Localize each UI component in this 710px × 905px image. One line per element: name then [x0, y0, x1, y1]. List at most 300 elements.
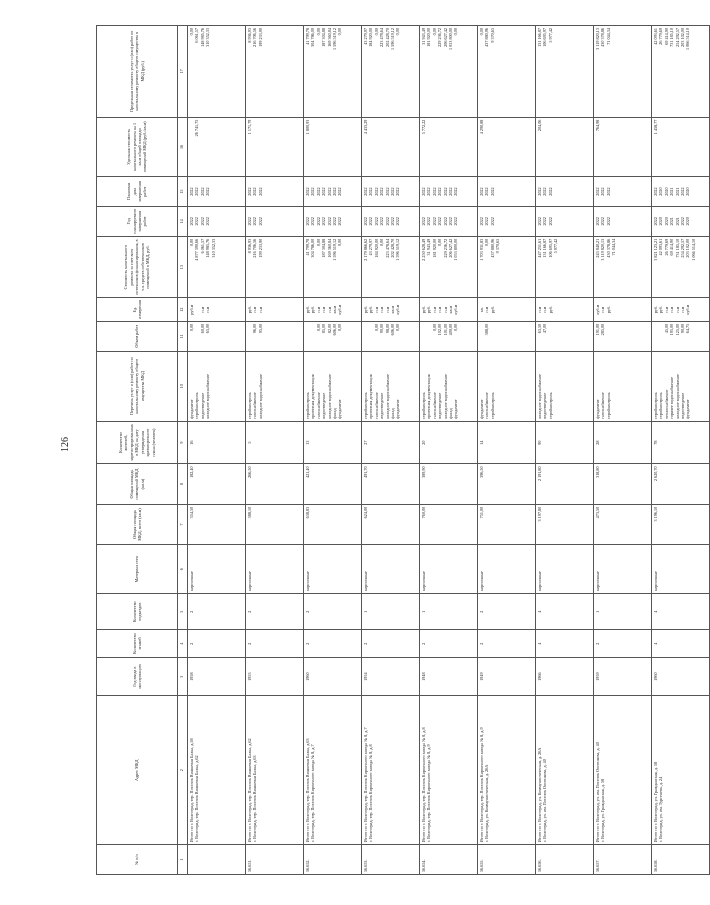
cell-line: холодное водоснабжение [326, 374, 332, 419]
cell-line: 187 304,88 [321, 28, 327, 47]
cell-line: п.м [484, 306, 490, 313]
cell-year: 1960 [304, 657, 362, 695]
cell-volume [246, 321, 304, 351]
cell-line: Итого по г. Волгоград, тер. Поселок Кирпичного завода № 8, д.9 [479, 727, 484, 843]
cell-line: газоснабжение [315, 392, 321, 419]
cell-line: 2022 [479, 217, 484, 226]
cell-line [606, 120, 611, 175]
cell-line: 2022 [537, 187, 542, 196]
cell-volume [420, 321, 478, 351]
cell-date-plan [652, 177, 710, 207]
cell-line: 731 185,10 [674, 238, 680, 258]
cell-line: 2022 [252, 217, 258, 226]
cell-line: 42 093,61 [653, 28, 658, 45]
cell-line: фундамент [395, 399, 401, 419]
cell-line: 82,00 [326, 323, 332, 334]
cell-line: руб. [489, 306, 495, 314]
cell-line: 203 102,00 [685, 238, 691, 258]
cell-line: 2022 [368, 217, 374, 226]
cell-line: 731 185,10 [669, 28, 675, 47]
cell-residents: 5 [246, 421, 304, 464]
cell-line: стройконтроль [489, 392, 495, 419]
cell-date-plan [304, 177, 362, 207]
cell-line: п.м [442, 306, 448, 313]
cell-line: п.м [321, 306, 327, 313]
cell-line: 2022 [442, 217, 448, 226]
column-header: Стоимость капитального ремонта за счет всех источников финансирования, в т.ч. средств собственников помещений в МКД, руб. [97, 236, 178, 298]
cell-residents: 16 [188, 421, 246, 464]
cell-line: 4 290,88 [479, 119, 484, 135]
cell-entr: 4 [536, 594, 594, 630]
cell-line: проектная документация [368, 374, 374, 419]
table-row [362, 26, 420, 875]
cell-line: 2022 [453, 187, 459, 196]
cell-floors: 2 [246, 630, 304, 658]
column-header: Год ввода в эксплуатацию [97, 657, 178, 695]
cell-line: руб. [658, 306, 664, 314]
cell-line: п.м [431, 306, 437, 313]
cell-no: 56.651. [246, 845, 304, 875]
cell-line: теплоснабжение [663, 389, 669, 419]
cell-year: 1960 [652, 657, 710, 695]
cell-floors: 4 [536, 630, 594, 658]
cell-line: 0,00 [373, 28, 379, 36]
cell-line: 106 695,97 [542, 28, 548, 47]
cell-line: 47,00 [542, 323, 548, 334]
cell-volume [362, 321, 420, 351]
cell-wall: кирпичные [246, 545, 304, 594]
cell-line: холодное водоснабжение [257, 374, 263, 419]
cell-max-cost [478, 26, 536, 118]
cell-line: 187 304,88 [321, 238, 327, 258]
column-number: 8 [178, 464, 188, 504]
cell-floors: 2 [188, 630, 246, 658]
column-header: Предельная стоимость услуг и (или) работ по капитальному ремонту общего имущества в МКД (руб.) [97, 26, 178, 118]
cell-area-room: 318,80 [594, 464, 652, 504]
column-header: Количество этажей [97, 630, 178, 658]
cell-line: фундамент [453, 399, 459, 419]
cell-year-plan [594, 206, 652, 236]
cell-line: 202 428,70 [389, 238, 395, 258]
cell-line: 5 977,42 [547, 28, 553, 43]
cell-line: 181 920,00 [426, 28, 432, 47]
cell-volume [652, 321, 710, 351]
cell-line: фасад [389, 408, 395, 419]
cell-unit-cost [420, 117, 478, 177]
cell-no: 56.657. [594, 845, 652, 875]
cell-no: 56.655. [478, 845, 536, 875]
cell-entr: 1 [594, 594, 652, 630]
cell-residents: 13 [304, 421, 362, 464]
cell-works [652, 351, 710, 421]
cell-line: 2020 [658, 217, 664, 226]
cell-line: 8 936,93 [247, 238, 252, 254]
cell-year-plan [362, 206, 420, 236]
cell-line: 2022 [431, 187, 437, 196]
cell-line: 2022 [199, 187, 205, 196]
cell-line: фундамент [685, 399, 691, 419]
cell-line: 69 414,90 [663, 28, 669, 45]
cell-floors: 2 [478, 630, 536, 658]
cell-line: г. Волгоград, тер. Поселок Кирпичного завода № 8, д.8 [368, 744, 374, 843]
cell-line: 0,00 [337, 238, 343, 247]
cell-line: 43 279,97 [363, 28, 368, 45]
cell-line: фасад [331, 408, 337, 419]
cell-wall: кирпичные [188, 545, 246, 594]
cell-date-plan [536, 177, 594, 207]
cell-line: п.м [199, 306, 205, 313]
cell-line: 1 596 519,12 [389, 28, 395, 50]
cell-line: 3 119 820,13 [600, 238, 606, 261]
cell-area-room: 266,50 [246, 464, 304, 504]
cell-area-room: 421,40 [304, 464, 362, 504]
capital-repair-table [96, 25, 710, 875]
cell-year: 1966 [536, 657, 594, 695]
cell-line: холодное водоснабжение [674, 374, 680, 419]
cell-line: 2022 [326, 217, 332, 226]
cell-line: водоотведение [679, 392, 685, 419]
cell-line: г. Волгоград, ул. им. Поселок Оппенкова, д. 40 [542, 759, 548, 843]
cell-line: стройконтроль [421, 392, 426, 419]
cell-line: 131 166,87 [542, 238, 548, 258]
cell-cost [362, 236, 420, 298]
cell-line: 223 478,64 [379, 28, 385, 47]
cell-unit-cost [188, 117, 246, 177]
cell-unit-cost [362, 117, 420, 177]
cell-date-plan [246, 177, 304, 207]
cell-line: Итого по г. Волгоград, тер. Поселок Вишневая Балка, д.62 [247, 738, 252, 843]
cell-line: 606,00 [389, 323, 395, 336]
cell-max-cost [536, 26, 594, 118]
cell-line: 2022 [199, 217, 205, 226]
column-number-row [178, 26, 188, 875]
cell-wall: кирпичные [362, 545, 420, 594]
column-header: Объем работ [97, 321, 178, 351]
cell-line: 206 627,42 [442, 28, 448, 47]
cell-line: 223 478,64 [384, 238, 390, 258]
cell-works [362, 351, 420, 421]
cell-line: 41 799,78 [305, 238, 310, 256]
cell-line: 2022 [257, 217, 263, 226]
cell-max-cost [420, 26, 478, 118]
cell-line: стройконтроль [605, 392, 611, 419]
cell-line: 2022 [257, 187, 263, 196]
cell-cost [304, 236, 362, 298]
cell-line: 71 044,34 [611, 238, 617, 256]
cell-line: 96,00 [252, 323, 258, 334]
cell-line: г. Волгоград, тер. Поселок Вишневая Балка, д.63 [252, 755, 258, 843]
cell-line: газоснабжение [431, 392, 437, 419]
cell-unit-cost [246, 117, 304, 177]
cell-line: 9 370,65 [489, 28, 495, 43]
cell-line: 0,00 [189, 323, 194, 332]
cell-line: руб. [605, 306, 611, 314]
cell-line [490, 120, 495, 175]
cell-line: 2022 [395, 217, 401, 226]
cell-line: 2022 [484, 217, 490, 226]
cell-line: 2022 [247, 187, 252, 196]
cell-line: кв.м [331, 305, 337, 314]
cell-entr: 1 [362, 594, 420, 630]
cell-area-room: 491,70 [362, 464, 420, 504]
cell-line: 8 936,93 [247, 28, 252, 43]
cell-no: 56.653. [362, 845, 420, 875]
cell-line: холодное водоснабжение [442, 374, 448, 419]
cell-line: 2022 [489, 187, 495, 196]
cell-line [606, 324, 611, 349]
column-number: 7 [178, 504, 188, 544]
cell-line: Итого по г. Волгоград, тер. Поселок Вишневая Балка, д.63 [305, 738, 310, 843]
cell-line: 26 741,75 [194, 119, 200, 137]
cell-line: 0,00 [395, 28, 401, 36]
cell-line: 206 627,42 [447, 238, 453, 258]
cell-wall: кирпичные [478, 545, 536, 594]
cell-line: руб. [653, 306, 658, 314]
cell-max-cost [304, 26, 362, 118]
column-number: 5 [178, 594, 188, 630]
cell-line: холодное водоснабжение [537, 374, 542, 419]
cell-units [594, 298, 652, 321]
cell-date-plan [478, 177, 536, 207]
cell-line: 41 799,78 [305, 28, 310, 45]
cell-line: 2022 [447, 217, 453, 226]
cell-line: п.м [674, 306, 680, 313]
table-row [304, 26, 362, 875]
cell-line: 1 053 800,00 [453, 238, 459, 261]
cell-line: 2022 [368, 187, 374, 196]
cell-entr: 2 [246, 594, 304, 630]
cell-year: 1953 [246, 657, 304, 695]
cell-line: 0,00 [453, 28, 459, 36]
cell-units [246, 298, 304, 321]
cell-line: г. Волгоград, тер. Поселок Кирпичного завода № 8, д.9 [426, 744, 432, 843]
cell-line: 64,75 [685, 323, 691, 334]
column-number: 17 [178, 26, 188, 118]
table-row [478, 26, 536, 875]
cell-line: водоотведение [321, 392, 327, 419]
cell-line: 69 414,90 [669, 238, 675, 256]
cell-line: 1 800,93 [305, 119, 310, 135]
cell-line: 2022 [595, 187, 600, 196]
cell-line: 243 840,21 [595, 238, 600, 258]
cell-cost [246, 236, 304, 298]
cell-line: 2020 [685, 217, 691, 226]
cell-line: 2022 [605, 187, 611, 196]
cell-works [594, 351, 652, 421]
cell-year-plan [246, 206, 304, 236]
cell-line: 2022 [600, 187, 606, 196]
cell-line: 195,00 [669, 323, 675, 336]
cell-line: 9 370,65 [495, 238, 501, 254]
column-number: 4 [178, 630, 188, 658]
cell-line: 2022 [315, 217, 321, 226]
cell-line: куб.м [337, 304, 343, 315]
column-number: 14 [178, 206, 188, 236]
cell-line [453, 120, 458, 175]
cell-area-total: 473,50 [594, 504, 652, 544]
cell-line: 2022 [537, 217, 542, 226]
cell-line: п.м [537, 306, 542, 313]
cell-line [490, 324, 495, 349]
cell-line: руб. [363, 306, 368, 314]
cell-line: 2022 [479, 187, 484, 196]
cell-units [478, 298, 536, 321]
cell-line: 2022 [337, 217, 343, 226]
cell-line: 45,00 [663, 323, 669, 334]
cell-address [188, 696, 246, 845]
cell-cost [536, 236, 594, 298]
cell-line: стройконтроль [658, 392, 664, 419]
cell-line [337, 120, 342, 175]
cell-line: 400,00 [447, 323, 453, 336]
column-header: Количество подъездов [97, 594, 178, 630]
column-number: 2 [178, 696, 188, 845]
cell-line: фасад [447, 408, 453, 419]
cell-line: 2022 [542, 217, 548, 226]
cell-line: руб. [547, 306, 553, 314]
column-header: Удельная стоимость капитального ремонта на 1 кв.м общей площади помещений МКД (руб./кв.м) [97, 117, 178, 177]
column-header: № п/п [97, 845, 178, 875]
cell-line: проектная документация [310, 374, 316, 419]
cell-line: 199 233,90 [257, 238, 263, 258]
cell-wall: кирпичные [420, 545, 478, 594]
cell-line: 1 053 800,00 [447, 28, 453, 50]
cell-line: 310 352,33 [205, 28, 211, 47]
cell-line: 131 166,87 [537, 28, 542, 47]
cell-line: 2022 [426, 187, 432, 196]
cell-line: п.м [437, 306, 443, 313]
cell-line: фундамент [337, 399, 343, 419]
cell-wall: кирпичные [652, 545, 710, 594]
cell-line: 2022 [205, 187, 211, 196]
cell-line: 2022 [679, 187, 685, 196]
cell-residents: 14 [478, 421, 536, 464]
cell-line: 254 292,57 [679, 238, 685, 258]
cell-line: 2022 [373, 217, 379, 226]
cell-no [188, 845, 246, 875]
cell-cost [420, 236, 478, 298]
cell-line: 0,00 [431, 28, 437, 36]
cell-area-total: 354,50 [188, 504, 246, 544]
cell-line: 2020 [685, 187, 691, 196]
cell-no: 56.652. [304, 845, 362, 875]
table-body [188, 26, 710, 875]
cell-line: 4 433,29 [363, 119, 368, 135]
cell-area-total: 751,00 [478, 504, 536, 544]
cell-residents: 27 [362, 421, 420, 464]
cell-units [420, 298, 478, 321]
cell-line: стройконтроль [247, 392, 252, 419]
cell-year-plan [478, 206, 536, 236]
cell-line [548, 120, 553, 175]
table-row [652, 26, 710, 875]
cell-line: 2022 [331, 187, 337, 196]
cell-line: 31 943,49 [421, 28, 426, 45]
cell-line: 1 171,79 [247, 119, 252, 135]
cell-line: 2022 [431, 217, 437, 226]
cell-line: 2 179 866,62 [363, 238, 368, 261]
cell-line: 98,00 [384, 323, 390, 334]
cell-line: 2022 [252, 187, 258, 196]
cell-line: руб. [421, 306, 426, 314]
cell-line: 2022 [653, 187, 658, 196]
cell-line: 430 378,86 [600, 28, 606, 47]
cell-unit-cost [304, 117, 362, 177]
cell-line: 2022 [389, 217, 395, 226]
cell-line: 106 695,97 [547, 238, 553, 258]
cell-line: п.м [663, 306, 669, 313]
column-header: Ед. измерения [97, 298, 178, 321]
cell-line: 2022 [247, 217, 252, 226]
cell-units [304, 298, 362, 321]
cell-entr: 2 [188, 594, 246, 630]
cell-area-room: 182,40 [188, 464, 246, 504]
cell-line: 181 920,00 [431, 238, 437, 258]
cell-line: 26 779,69 [658, 28, 664, 45]
cell-residents: 20 [420, 421, 478, 464]
cell-line: 388,00 [484, 323, 490, 336]
cell-line: 2022 [421, 187, 426, 196]
cell-line: горячее водоснабжение [669, 376, 675, 419]
cell-line: 2022 [373, 187, 379, 196]
cell-line: 0,00 [189, 238, 194, 247]
cell-line: 2022 [426, 217, 432, 226]
column-number: 6 [178, 545, 188, 594]
cell-area-total: 624,00 [362, 504, 420, 544]
cell-line: 2022 [484, 187, 490, 196]
column-header: Количество жителей, зарегистрированных в МКД на дату утверждения краткосрочного плана (человек) [97, 421, 178, 464]
cell-line: п.м [205, 306, 211, 313]
cell-max-cost [246, 26, 304, 118]
column-header: Общая площадь МКД, всего (кв.м) [97, 504, 178, 544]
cell-line: 304 786,00 [310, 28, 316, 47]
column-number: 12 [178, 298, 188, 321]
cell-cost [594, 236, 652, 298]
cell-line: п.м [379, 306, 385, 313]
cell-floors: 2 [420, 630, 478, 658]
cell-line: 2022 [321, 187, 327, 196]
cell-line: газоснабжение [600, 392, 606, 419]
cell-area-total: 388,10 [246, 504, 304, 544]
cell-line: кв.м [389, 305, 395, 314]
cell-year: 1949 [478, 657, 536, 695]
cell-line: 2020 [663, 217, 669, 226]
cell-floors: 2 [304, 630, 362, 658]
cell-line: 2022 [337, 187, 343, 196]
cell-line: 2022 [310, 187, 316, 196]
cell-line: 26 779,69 [663, 238, 669, 256]
table-row [420, 26, 478, 875]
cell-cost [188, 236, 246, 298]
cell-line: Итого по г. Волгоград, ул. Коммунистическая, д. 26А [537, 747, 542, 843]
cell-line: 2022 [321, 217, 327, 226]
cell-line: 0,00 [373, 323, 379, 332]
cell-area-room: 2 620,70 [652, 464, 710, 504]
cell-line: 169 360,84 [326, 238, 332, 258]
cell-address [536, 696, 594, 845]
cell-line: 216 706,56 [252, 28, 258, 47]
cell-line: 437 880,96 [489, 238, 495, 258]
cell-line: руб. [310, 306, 316, 314]
cell-line: 2022 [547, 187, 553, 196]
cell-units [188, 298, 246, 321]
cell-line: 2022 [379, 187, 385, 196]
cell-line: 2022 [679, 217, 685, 226]
cell-line: 1 596 519,12 [331, 28, 337, 50]
cell-line: 2022 [194, 187, 200, 196]
cell-line: 606,00 [331, 323, 337, 336]
cell-line: 90,00 [679, 323, 685, 334]
